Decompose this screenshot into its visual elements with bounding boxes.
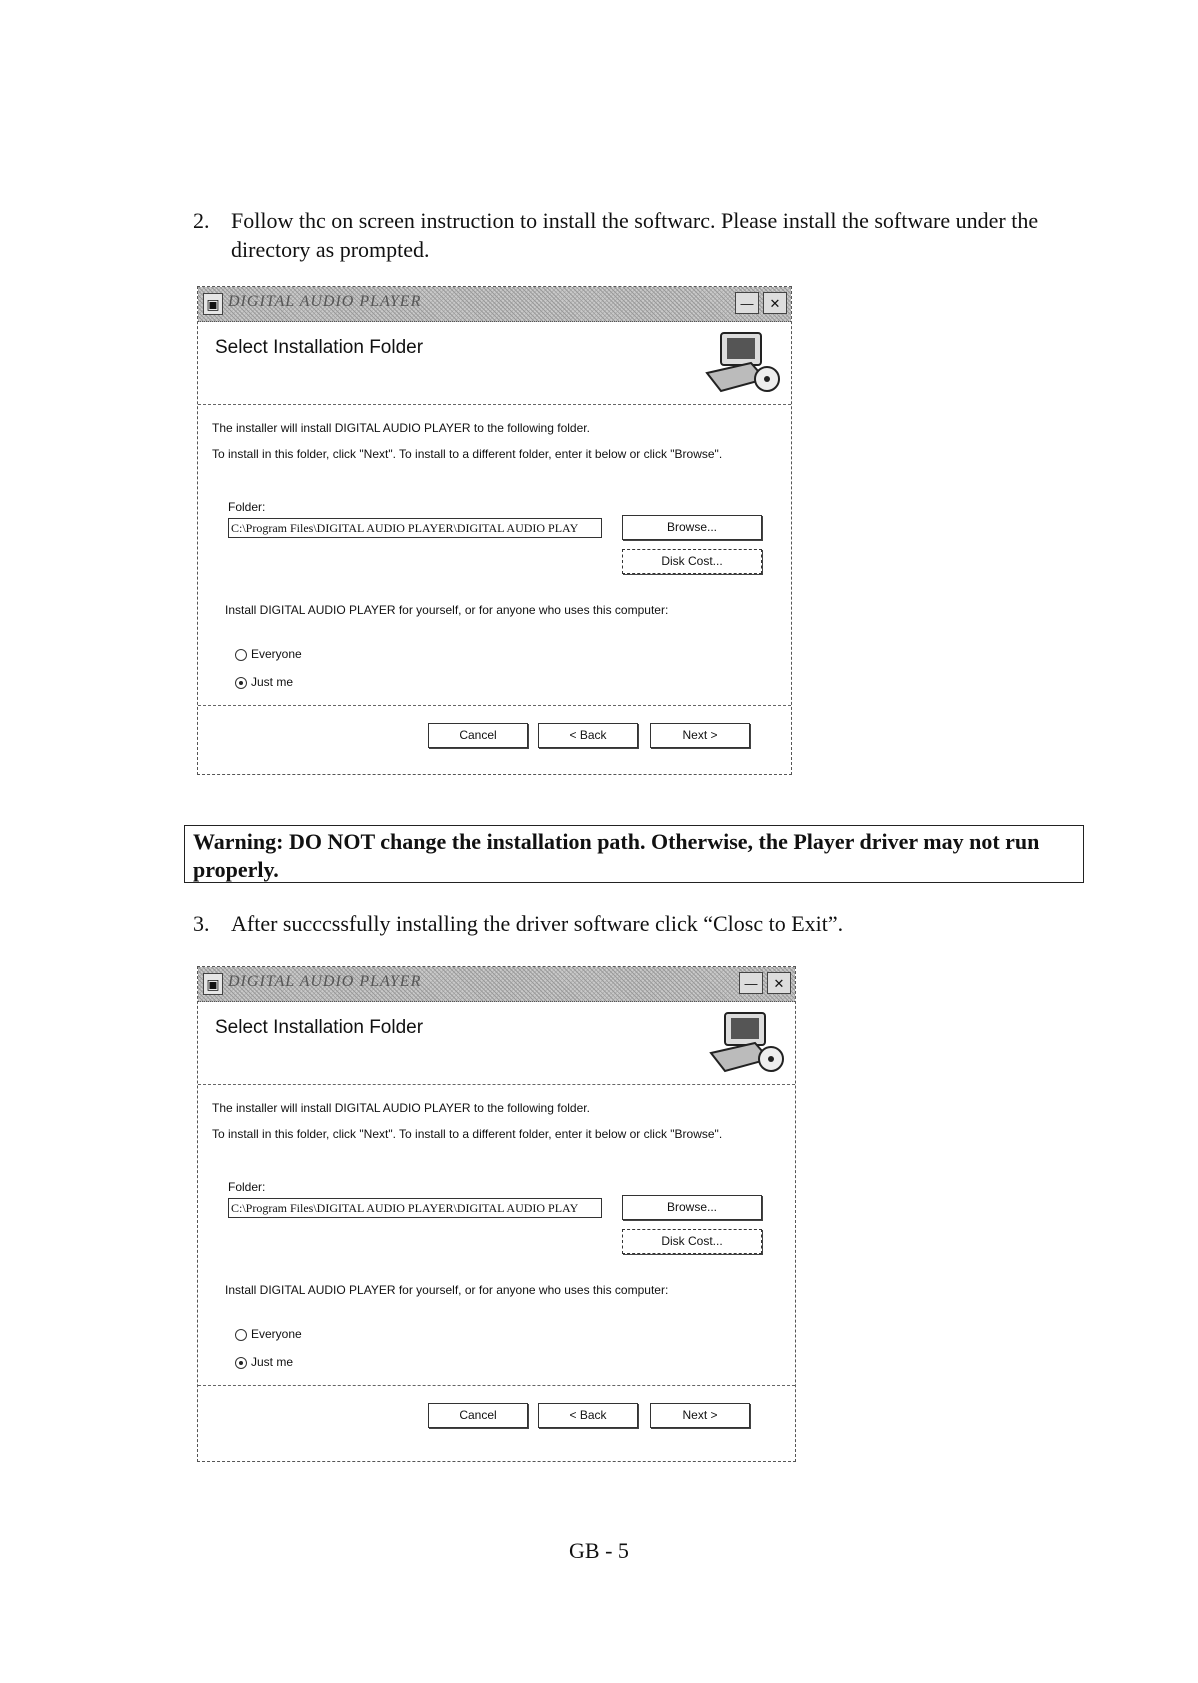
button-separator — [198, 1385, 795, 1386]
browse-button[interactable]: Browse... — [622, 1195, 762, 1220]
computer-cd-logo-icon — [701, 329, 783, 397]
minimize-button[interactable]: — — [735, 292, 759, 314]
back-button[interactable]: < Back — [538, 1403, 638, 1428]
installer-app-icon: ▣ — [203, 973, 223, 995]
step-3-text: After succcssfully installing the driver software click “Closc to Exit”. — [231, 911, 844, 936]
dialog-titlebar — [198, 967, 795, 1002]
install-hint-line: To install in this folder, click "Next". To install to a different folder, enter it below or click "Browse". — [212, 447, 723, 461]
radio-everyone-label: Everyone — [251, 1327, 302, 1341]
install-info-line: The installer will install DIGITAL AUDIO PLAYER to the following folder. — [212, 1101, 590, 1115]
step-3-number: 3. — [193, 911, 210, 936]
back-button[interactable]: < Back — [538, 723, 638, 748]
installer-dialog-1 — [197, 286, 792, 775]
folder-path-input[interactable]: C:\Program Files\DIGITAL AUDIO PLAYER\DIGITAL AUDIO PLAY — [228, 1198, 602, 1218]
install-for-label: Install DIGITAL AUDIO PLAYER for yourself, or for anyone who uses this computer: — [225, 603, 669, 617]
radio-everyone[interactable] — [235, 647, 302, 661]
radio-just-me[interactable] — [235, 1355, 293, 1369]
minimize-button[interactable]: — — [739, 972, 763, 994]
dialog-header — [198, 321, 791, 405]
radio-just-me[interactable] — [235, 675, 293, 689]
cancel-button[interactable]: Cancel — [428, 1403, 528, 1428]
computer-cd-logo-icon — [705, 1009, 787, 1077]
dialog-heading: Select Installation Folder — [215, 1017, 424, 1038]
install-info-line: The installer will install DIGITAL AUDIO PLAYER to the following folder. — [212, 421, 590, 435]
dialog-heading: Select Installation Folder — [215, 337, 424, 358]
radio-everyone[interactable] — [235, 1327, 302, 1341]
dialog-header — [198, 1001, 795, 1085]
install-for-label: Install DIGITAL AUDIO PLAYER for yourself, or for anyone who uses this computer: — [225, 1283, 669, 1297]
disk-cost-button[interactable]: Disk Cost... — [622, 1229, 762, 1254]
radio-just-me-label: Just me — [251, 675, 294, 689]
radio-unchecked-icon — [235, 649, 247, 661]
dialog-title: DIGITAL AUDIO PLAYER — [228, 973, 422, 990]
radio-everyone-label: Everyone — [251, 647, 302, 661]
page-number: GB - 5 — [569, 1538, 629, 1563]
radio-checked-icon — [235, 677, 247, 689]
warning-box: Warning: DO NOT change the installation path. Otherwise, the Player driver may not run properly. — [184, 825, 1084, 883]
installer-dialog-2 — [197, 966, 796, 1462]
next-button[interactable]: Next > — [650, 1403, 750, 1428]
dialog-title: DIGITAL AUDIO PLAYER — [228, 293, 422, 310]
installer-app-icon: ▣ — [203, 293, 223, 315]
folder-label: Folder: — [228, 1180, 266, 1194]
button-separator — [198, 705, 791, 706]
folder-path-input[interactable]: C:\Program Files\DIGITAL AUDIO PLAYER\DIGITAL AUDIO PLAY — [228, 518, 602, 538]
dialog-titlebar — [198, 287, 791, 322]
close-button[interactable]: ✕ — [767, 972, 791, 994]
cancel-button[interactable]: Cancel — [428, 723, 528, 748]
radio-unchecked-icon — [235, 1329, 247, 1341]
next-button[interactable]: Next > — [650, 723, 750, 748]
radio-just-me-label: Just me — [251, 1355, 294, 1369]
folder-label: Folder: — [228, 500, 266, 514]
browse-button[interactable]: Browse... — [622, 515, 762, 540]
step-2-text: Follow thc on screen instruction to install the softwarc. Please install the software under the directory as prompted. — [231, 208, 1039, 262]
install-hint-line: To install in this folder, click "Next". To install to a different folder, enter it below or click "Browse". — [212, 1127, 723, 1141]
radio-checked-icon — [235, 1357, 247, 1369]
step-2-number: 2. — [193, 208, 210, 233]
close-button[interactable]: ✕ — [763, 292, 787, 314]
disk-cost-button[interactable]: Disk Cost... — [622, 549, 762, 574]
